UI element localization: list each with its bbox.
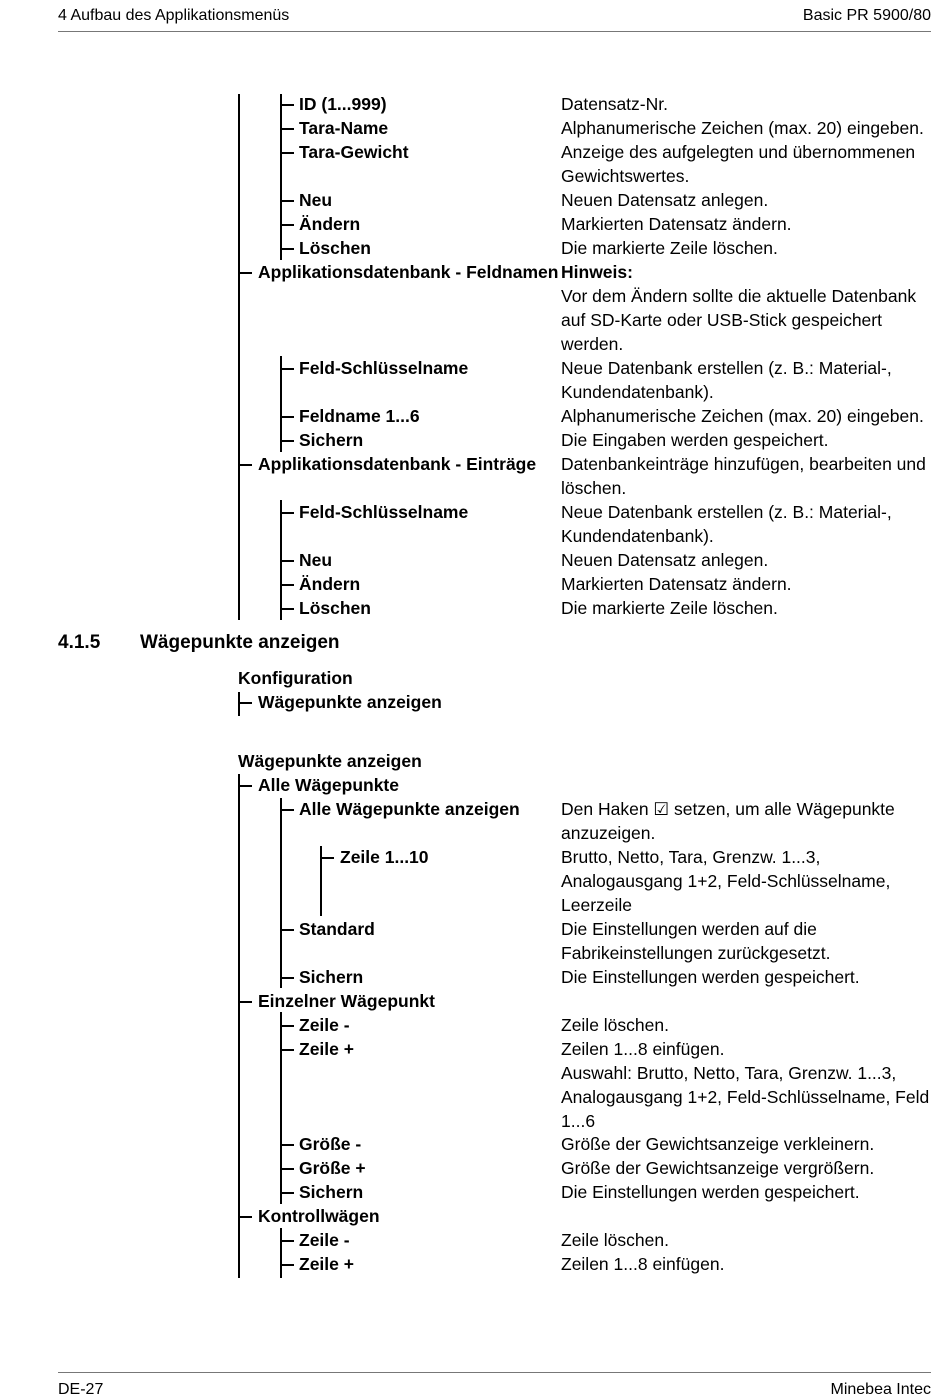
- tree-connector: [280, 224, 294, 226]
- menu-item-label: Sichern: [299, 1182, 364, 1202]
- tree-heading: Wägepunkte anzeigen: [238, 751, 422, 771]
- menu-item-description: Größe der Gewichtsanzeige vergrößern.: [561, 1158, 875, 1178]
- menu-item-description: Die markierte Zeile löschen.: [561, 598, 778, 618]
- menu-item-description: Die Einstellungen werden gespeichert.: [561, 1182, 860, 1202]
- menu-item-label: Zeile +: [299, 1039, 354, 1059]
- menu-item-description: Markierten Datensatz ändern.: [561, 214, 792, 234]
- menu-item-description: Zeilen 1...8 einfügen.: [561, 1039, 725, 1059]
- menu-item-label: Löschen: [299, 238, 371, 258]
- tree-connector: [280, 104, 294, 106]
- menu-item-label: Löschen: [299, 598, 371, 618]
- menu-item-description: Die Einstellungen werden auf die Fabrikeinstellungen zurückgesetzt.: [561, 919, 831, 963]
- menu-item-description: Brutto, Netto, Tara, Grenzw. 1...3, Analogausgang 1+2, Feld-Schlüsselname, Leerzeile: [561, 847, 891, 915]
- menu-item-description: Größe der Gewichtsanzeige verkleinern.: [561, 1134, 875, 1154]
- menu-item-label: Ändern: [299, 214, 361, 234]
- header-rule: [58, 31, 931, 32]
- menu-item-label: Feld-Schlüsselname: [299, 358, 469, 378]
- tree-connector: [280, 608, 294, 610]
- menu-item-label: Tara-Name: [299, 118, 389, 138]
- menu-item-description: Neue Datenbank erstellen (z. B.: Material-, Kundendatenbank).: [561, 502, 892, 546]
- menu-item-description: Alphanumerische Zeichen (max. 20) eingeben.: [561, 118, 924, 138]
- menu-item-label: Neu: [299, 190, 333, 210]
- menu-item-description: Die markierte Zeile löschen.: [561, 238, 778, 258]
- menu-item-label: Alle Wägepunkte anzeigen: [299, 799, 520, 819]
- menu-item-label: Zeile -: [299, 1015, 350, 1035]
- menu-item-description: Anzeige des aufgelegten und übernommenen Gewichtswertes.: [561, 142, 916, 186]
- menu-item-label: Tara-Gewicht: [299, 142, 409, 162]
- tree-connector: [280, 1144, 294, 1146]
- menu-item-label: Größe +: [299, 1158, 366, 1178]
- tree-connector: [280, 368, 294, 370]
- menu-item-label: Feldname 1...6: [299, 406, 420, 426]
- menu-item-description: Den Haken ☑ setzen, um alle Wägepunkte anzuzeigen.: [561, 799, 895, 843]
- tree-connector: [280, 1264, 294, 1266]
- menu-item-description: Markierten Datensatz ändern.: [561, 574, 792, 594]
- tree-connector: [238, 1001, 252, 1003]
- menu-item-label: ID (1...999): [299, 94, 387, 114]
- config-item: Wägepunkte anzeigen: [258, 692, 442, 712]
- tree-trunk-line: [238, 94, 240, 620]
- tree-connector: [280, 809, 294, 811]
- section-number: 4.1.5: [58, 632, 101, 653]
- tree-connector: [280, 929, 294, 931]
- tree-branch-line: [280, 94, 282, 260]
- tree-connector: [280, 128, 294, 130]
- menu-item-label: Zeile 1...10: [340, 847, 429, 867]
- menu-item-description: Neue Datenbank erstellen (z. B.: Material-, Kundendatenbank).: [561, 358, 892, 402]
- menu-item-label: Zeile +: [299, 1254, 354, 1274]
- menu-group-label: Applikationsdatenbank - Einträge: [258, 454, 537, 474]
- tree-connector: [280, 1049, 294, 1051]
- menu-item-description: Auswahl: Brutto, Netto, Tara, Grenzw. 1...3, Analogausgang 1+2, Feld-Schlüsselname, Feld 1...6: [561, 1063, 930, 1131]
- menu-item-label: Sichern: [299, 967, 364, 987]
- footer-brand: Minebea Intec: [830, 1381, 931, 1398]
- header-product: Basic PR 5900/80: [802, 7, 931, 24]
- menu-item-label: Sichern: [299, 430, 364, 450]
- tree-connector: [280, 1240, 294, 1242]
- note-text: Vor dem Ändern sollte die aktuelle Datenbank auf SD-Karte oder USB-Stick gespeichert werden.: [561, 286, 917, 354]
- tree-branch-line: [280, 1012, 282, 1204]
- tree-branch-line: [280, 1228, 282, 1278]
- menu-item-description: Zeile löschen.: [561, 1015, 669, 1035]
- section-title: Wägepunkte anzeigen: [140, 632, 340, 653]
- menu-item-description: Zeilen 1...8 einfügen.: [561, 1254, 725, 1274]
- menu-item-description: Zeile löschen.: [561, 1230, 669, 1250]
- tree-branch-line: [280, 798, 282, 988]
- tree-branch-line: [280, 356, 282, 452]
- tree-connector: [280, 512, 294, 514]
- tree-connector: [280, 1168, 294, 1170]
- menu-group-label: Applikationsdatenbank - Feldnamen: [258, 262, 559, 282]
- menu-group-label: Alle Wägepunkte: [258, 775, 399, 795]
- tree-connector: [280, 560, 294, 562]
- footer-rule: [58, 1372, 931, 1373]
- menu-item-label: Feld-Schlüsselname: [299, 502, 469, 522]
- page-number: DE-27: [58, 1381, 104, 1398]
- menu-item-label: Zeile -: [299, 1230, 350, 1250]
- menu-group-label: Einzelner Wägepunkt: [258, 991, 435, 1011]
- menu-item-description: Alphanumerische Zeichen (max. 20) eingeben.: [561, 406, 924, 426]
- menu-item-label: Größe -: [299, 1134, 362, 1154]
- tree-connector: [280, 977, 294, 979]
- config-heading: Konfiguration: [238, 668, 353, 688]
- tree-connector: [238, 702, 252, 704]
- menu-item-description: Die Einstellungen werden gespeichert.: [561, 967, 860, 987]
- tree-connector: [280, 584, 294, 586]
- menu-item-description: Datenbankeinträge hinzufügen, bearbeiten und löschen.: [561, 454, 926, 498]
- menu-item-description: Neuen Datensatz anlegen.: [561, 550, 769, 570]
- tree-connector: [280, 1025, 294, 1027]
- menu-item-description: Neuen Datensatz anlegen.: [561, 190, 769, 210]
- tree-connector: [280, 440, 294, 442]
- tree-connector: [280, 416, 294, 418]
- menu-item-description: Die Eingaben werden gespeichert.: [561, 430, 829, 450]
- tree-connector: [238, 272, 252, 274]
- tree-trunk-line: [238, 692, 240, 716]
- menu-item-label: Neu: [299, 550, 333, 570]
- tree-connector: [280, 1192, 294, 1194]
- menu-item-label: Standard: [299, 919, 375, 939]
- tree-connector: [280, 200, 294, 202]
- tree-connector: [280, 248, 294, 250]
- tree-connector: [238, 785, 252, 787]
- tree-connector: [238, 1216, 252, 1218]
- menu-item-description: Datensatz-Nr.: [561, 94, 668, 114]
- note-heading: Hinweis:: [561, 262, 633, 282]
- menu-group-label: Kontrollwägen: [258, 1206, 380, 1226]
- tree-connector: [280, 152, 294, 154]
- tree-connector: [320, 857, 334, 859]
- menu-item-label: Ändern: [299, 574, 361, 594]
- tree-trunk-line: [238, 774, 240, 1278]
- header-chapter: 4 Aufbau des Applikationsmenüs: [58, 7, 290, 24]
- tree-connector: [238, 464, 252, 466]
